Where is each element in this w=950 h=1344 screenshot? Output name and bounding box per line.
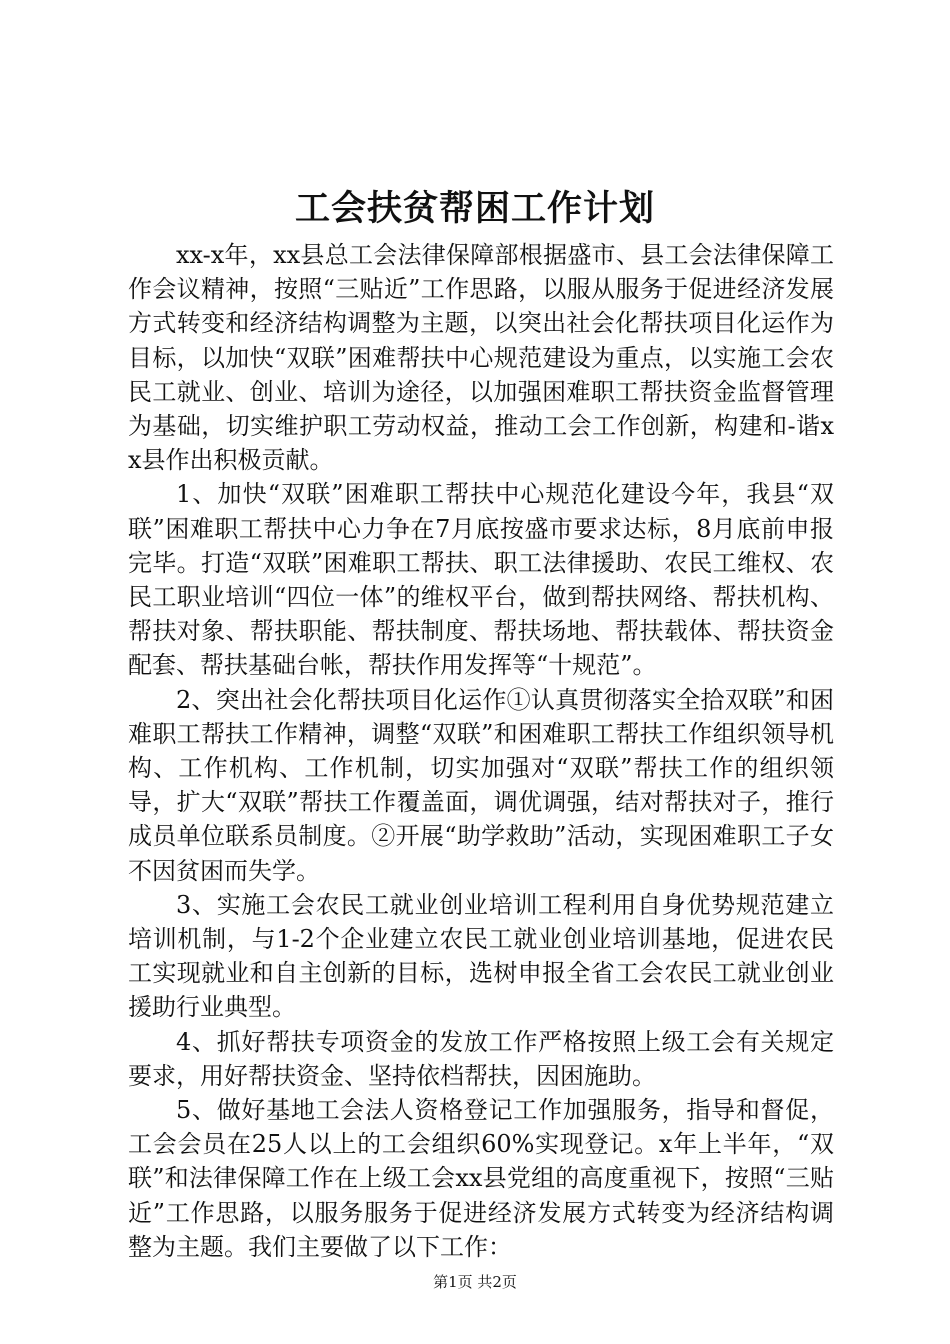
- document-body: [128, 238, 834, 1264]
- paragraph-item-1: 1、加快“双联”困难职工帮扶中心规范化建设今年，我县“双联”困难职工帮扶中心力争在7月底按盛市要求达标，8月底前申报完毕。打造“双联”困难职工帮扶、职工法律援助、农民工维权、农民工职业培训“四位一体”的维权平台，做到帮扶网络、帮扶机构、帮扶对象、帮扶职能、帮扶制度、帮扶场地、帮扶载体、帮扶资金配套、帮扶基础台帐，帮扶作用发挥等“十规范”。: [128, 480, 834, 680]
- paragraph-item-4: 4、抓好帮扶专项资金的发放工作严格按照上级工会有关规定要求，用好帮扶资金、坚持依档帮扶，因困施助。: [128, 1027, 834, 1090]
- paragraph-item-2: 2、突出社会化帮扶项目化运作①认真贯彻落实全拾双联”和困难职工帮扶工作精神，调整“双联”和困难职工帮扶工作组织领导机构、工作机构、工作机制，切实加强对“双联”帮扶工作的组织领导，扩大“双联”帮扶工作覆盖面，调优调强，结对帮扶对子，推行成员单位联系员制度。②开展“助学救助”活动，实现困难职工子女不因贫困而失学。: [128, 685, 834, 885]
- paragraph-item-3: 3、实施工会农民工就业创业培训工程利用自身优势规范建立培训机制，与1-2个企业建立农民工就业创业培训基地，促进农民工实现就业和自主创新的目标，选树申报全省工会农民工就业创业援助行业典型。: [128, 890, 834, 1022]
- paragraph-item-5: 5、做好基地工会法人资格登记工作加强服务，指导和督促，工会会员在25人以上的工会组织60%实现登记。x年上半年，“双联”和法律保障工作在上级工会xx县党组的高度重视下，按照“三贴近”工作思路，以服务服务于促进经济发展方式转变为经济结构调整为主题。我们主要做了以下工作：: [128, 1096, 834, 1261]
- document-title: 工会扶贫帮困工作计划: [294, 188, 655, 229]
- paragraph-intro: xx-x年，xx县总工会法律保障部根据盛市、县工会法律保障工作会议精神，按照“三贴近”工作思路，以服从服务于促进经济发展方式转变和经济结构调整为主题，以突出社会化帮扶项目化运作为目标，以加快“双联”困难帮扶中心规范建设为重点，以实施工会农民工就业、创业、培训为途径，以加强困难职工帮扶资金监督管理为基础，切实维护职工劳动权益，推动工会工作创新，构建和-谐xx县作出积极贡献。: [128, 241, 834, 475]
- page-number-footer: 第1页 共2页: [433, 1273, 517, 1291]
